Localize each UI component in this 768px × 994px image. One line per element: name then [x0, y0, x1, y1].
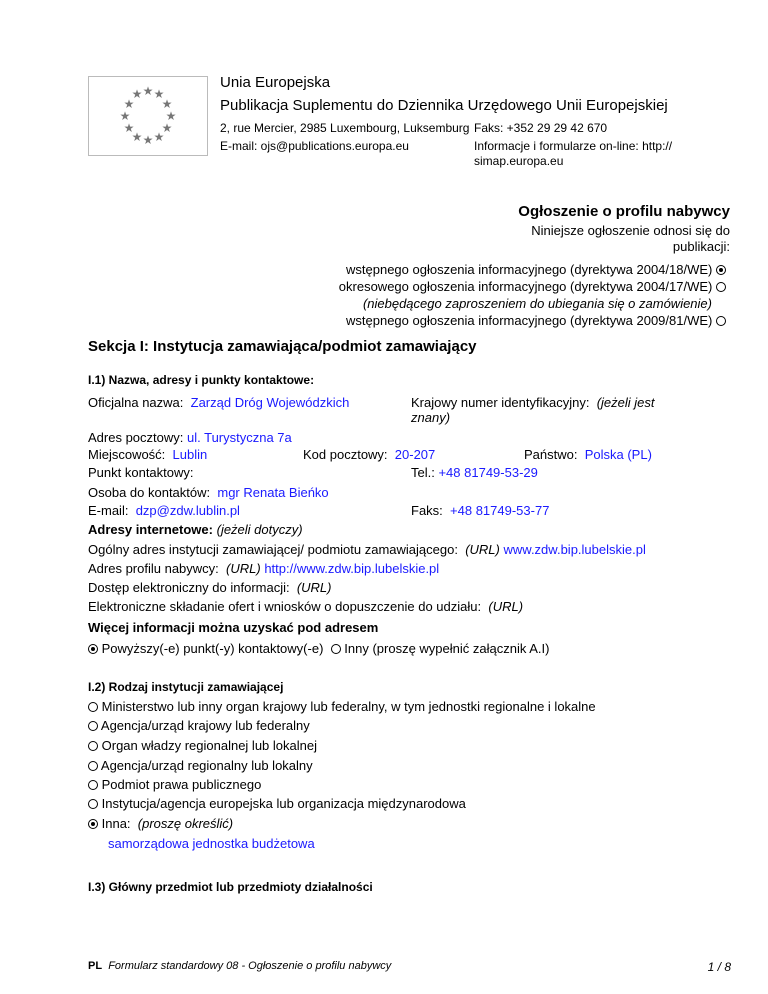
authority-option-label: Agencja/urząd regionalny lub lokalny — [100, 758, 313, 773]
fax-label: Faks: — [411, 503, 443, 518]
other-note: (proszę określić) — [137, 816, 234, 831]
svg-text:★: ★ — [142, 133, 154, 147]
notice-option[interactable] — [339, 279, 726, 294]
svg-text:★: ★ — [123, 121, 135, 135]
postal-code-row — [303, 447, 435, 462]
internet-heading: Adresy internetowe: — [88, 522, 213, 537]
postal-code-label: Kod pocztowy: — [303, 447, 388, 462]
email-row — [88, 503, 240, 518]
notice-options-note: (niebędącego zaproszeniem do ubiegania się o zamówienie) — [362, 296, 712, 311]
more-info-options — [88, 641, 549, 656]
national-id-row — [411, 395, 655, 410]
header-fax: Faks: +352 29 29 42 670 — [474, 121, 608, 135]
fax-row — [411, 503, 549, 518]
buyer-profile-link[interactable]: http://www.zdw.bip.lubelskie.pl — [264, 561, 440, 576]
electronic-submission-row — [88, 599, 523, 614]
url-tag: (URL) — [296, 580, 332, 595]
authority-radio[interactable] — [88, 819, 98, 829]
tel-row — [411, 465, 538, 480]
publication-title: Publikacja Suplementu do Dziennika Urzędowego Unii Europejskiej — [220, 97, 668, 114]
national-id-note-2: znany) — [411, 410, 451, 425]
footer-lang: PL — [88, 960, 103, 972]
authority-radio[interactable] — [88, 721, 98, 731]
header-email: E-mail: ojs@publications.europa.eu — [220, 139, 409, 153]
i1-heading: I.1) Nazwa, adresy i punkty kontaktowe: — [88, 373, 315, 387]
authority-option[interactable] — [88, 758, 313, 773]
postal-address-row — [88, 430, 292, 445]
general-address-link[interactable]: www.zdw.bip.lubelskie.pl — [503, 542, 646, 557]
notice-option-label: okresowego ogłoszenia informacyjnego (dyrektywa 2004/17/WE) — [338, 279, 713, 294]
other-label: Inna: — [101, 816, 131, 831]
authority-option-label: Podmiot prawa publicznego — [101, 777, 262, 792]
authority-option[interactable] — [88, 796, 466, 811]
contact-point-label: Punkt kontaktowy: — [88, 465, 194, 480]
footer-form-name: Formularz standardowy 08 - Ogłoszenie o profilu nabywcy — [108, 960, 392, 972]
eu-stars-icon — [89, 77, 207, 155]
svg-text:★: ★ — [131, 130, 143, 144]
electronic-access-row — [88, 580, 332, 595]
section-title: Sekcja I: Instytucja zamawiająca/podmiot zamawiający — [88, 338, 477, 355]
country-label: Państwo: — [524, 447, 578, 462]
official-name-value: Zarząd Dróg Wojewódzkich — [190, 395, 350, 410]
svg-text:★: ★ — [153, 130, 165, 144]
town-row — [88, 447, 207, 462]
fax-value: +48 81749-53-77 — [450, 503, 550, 518]
footer — [88, 960, 391, 972]
i3-heading: I.3) Główny przedmiot lub przedmioty działalności — [88, 880, 373, 894]
more-info-radio[interactable] — [88, 644, 98, 654]
national-id-label: Krajowy numer identyfikacyjny: — [411, 395, 590, 410]
svg-text:★: ★ — [153, 87, 165, 101]
header-address: 2, rue Mercier, 2985 Luxembourg, Luksemburg — [220, 121, 470, 135]
authority-option[interactable] — [88, 738, 317, 753]
notice-option[interactable] — [346, 313, 726, 328]
electronic-submission-label: Elektroniczne składanie ofert i wniosków o dopuszczenie do udziału: — [88, 599, 482, 614]
email-link[interactable]: dzp@zdw.lublin.pl — [135, 503, 240, 518]
town-label: Miejscowość: — [88, 447, 166, 462]
svg-text:★: ★ — [165, 109, 177, 123]
svg-text:★: ★ — [131, 87, 143, 101]
more-info-radio[interactable] — [331, 644, 341, 654]
authority-option-label: Organ władzy regionalnej lub lokalnej — [101, 738, 317, 753]
electronic-access-label: Dostęp elektroniczny do informacji: — [88, 580, 290, 595]
general-address-label: Ogólny adres instytucji zamawiającej/ podmiotu zamawiającego: — [88, 542, 458, 557]
notice-option-label: wstępnego ogłoszenia informacyjnego (dyrektywa 2009/81/WE) — [346, 313, 713, 328]
notice-subtitle-1: Niniejsze ogłoszenie odnosi się do — [531, 223, 730, 238]
header-info-line2: simap.europa.eu — [474, 154, 564, 168]
i2-heading: I.2) Rodzaj instytucji zamawiającej — [88, 680, 284, 694]
postal-code-value: 20-207 — [394, 447, 436, 462]
authority-option-label: Agencja/urząd krajowy lub federalny — [100, 718, 310, 733]
buyer-profile-row — [88, 561, 439, 576]
postal-address-value: ul. Turystyczna 7a — [187, 430, 292, 445]
attention-label: Osoba do kontaktów: — [88, 485, 211, 500]
email-label: E-mail: — [88, 503, 129, 518]
internet-note: (jeżeli dotyczy) — [216, 522, 303, 537]
national-id-note: (jeżeli jest — [596, 395, 655, 410]
svg-text:★: ★ — [119, 109, 131, 123]
authority-option[interactable] — [88, 699, 596, 714]
header-info-line1: Informacje i formularze on-line: http:// — [474, 139, 673, 153]
authority-radio[interactable] — [88, 761, 98, 771]
authority-option-label: Ministerstwo lub inny organ krajowy lub federalny, w tym jednostki regionalne i lokalne — [101, 699, 596, 714]
svg-text:★: ★ — [142, 84, 154, 98]
tel-label: Tel.: — [411, 465, 435, 480]
svg-text:★: ★ — [161, 121, 173, 135]
country-value: Polska (PL) — [584, 447, 652, 462]
url-tag: (URL) — [488, 599, 524, 614]
notice-title: Ogłoszenie o profilu nabywcy — [518, 203, 730, 220]
notice-option-radio[interactable] — [716, 282, 726, 292]
authority-option-label: Instytucja/agencja europejska lub organizacja międzynarodowa — [101, 796, 466, 811]
more-info-heading: Więcej informacji można uzyskać pod adresem — [88, 620, 379, 635]
authority-radio[interactable] — [88, 741, 98, 751]
tel-value: +48 81749-53-29 — [438, 465, 538, 480]
org-title: Unia Europejska — [220, 74, 331, 91]
notice-option-radio[interactable] — [716, 265, 726, 275]
postal-address-label: Adres pocztowy: — [88, 430, 184, 445]
svg-text:★: ★ — [123, 97, 135, 111]
svg-text:★: ★ — [161, 97, 173, 111]
authority-radio[interactable] — [88, 799, 98, 809]
more-info-option-label: Inny (proszę wypełnić załącznik A.I) — [344, 641, 550, 656]
notice-subtitle-2: publikacji: — [672, 239, 730, 254]
more-info-option-label: Powyższy(-e) punkt(-y) kontaktowy(-e) — [101, 641, 324, 656]
eu-logo — [88, 76, 208, 156]
other-value: samorządowa jednostka budżetowa — [108, 836, 315, 851]
town-value: Lublin — [172, 447, 208, 462]
authority-option[interactable] — [88, 718, 310, 733]
attention-value: mgr Renata Bieńko — [217, 485, 329, 500]
buyer-profile-label: Adres profilu nabywcy: — [88, 561, 219, 576]
country-row — [524, 447, 652, 462]
notice-option-radio[interactable] — [716, 316, 726, 326]
authority-radio[interactable] — [88, 780, 98, 790]
general-address-row — [88, 542, 646, 557]
authority-option-other[interactable] — [88, 816, 233, 831]
official-name-label: Oficjalna nazwa: — [88, 395, 184, 410]
authority-radio[interactable] — [88, 702, 98, 712]
notice-option[interactable] — [346, 262, 726, 277]
official-name-row — [88, 395, 349, 410]
authority-option[interactable] — [88, 777, 261, 792]
page-number: 1 / 8 — [707, 960, 731, 974]
notice-option-label: wstępnego ogłoszenia informacyjnego (dyrektywa 2004/18/WE) — [346, 262, 713, 277]
attention-row — [88, 485, 329, 500]
internet-heading-row — [88, 522, 303, 537]
url-tag: (URL) — [226, 561, 261, 576]
url-tag: (URL) — [465, 542, 500, 557]
